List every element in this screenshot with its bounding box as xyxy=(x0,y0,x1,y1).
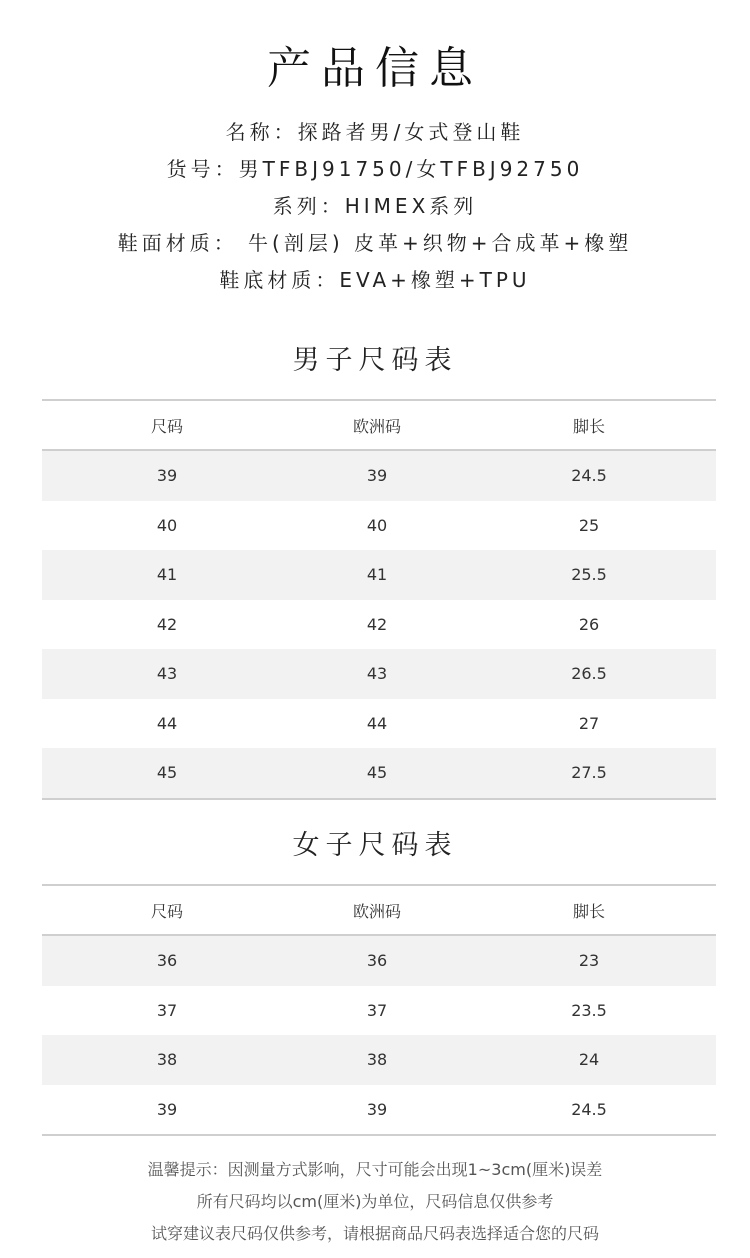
size-notes xyxy=(0,1158,750,1254)
size-cell: 42 xyxy=(156,614,178,634)
table-row xyxy=(42,600,716,650)
eu-size-cell: 39 xyxy=(292,1085,462,1136)
size-cell: 43 xyxy=(42,649,292,699)
men-size-chart-title: 男子尺码表 xyxy=(292,345,458,376)
women-size-table xyxy=(42,884,716,1136)
foot-length-cell: 27.5 xyxy=(462,748,716,799)
table-row xyxy=(42,1035,716,1085)
table-row xyxy=(42,450,716,501)
eu-size-cell: 42 xyxy=(366,614,388,634)
product-name: 名称：探路者男/女式登山鞋 xyxy=(225,120,525,144)
eu-size-cell: 40 xyxy=(366,515,388,535)
note-unit: 所有尺码均以cm(厘米)为单位，尺码信息仅供参考 xyxy=(196,1192,554,1211)
table-row xyxy=(42,748,716,799)
foot-length-cell: 23.5 xyxy=(571,1000,607,1020)
note-fitting-advice: 试穿建议表尺码仅供参考，请根据商品尺码表选择适合您的尺码 xyxy=(150,1224,599,1243)
foot-length-cell: 24.5 xyxy=(462,1085,716,1136)
size-cell: 44 xyxy=(156,713,178,733)
eu-size-cell: 37 xyxy=(366,1000,388,1020)
size-cell: 45 xyxy=(42,748,292,799)
table-row xyxy=(42,935,716,986)
size-cell: 38 xyxy=(42,1035,292,1085)
eu-size-cell: 39 xyxy=(292,450,462,501)
table-row xyxy=(42,986,716,1036)
column-header-size: 尺码 xyxy=(42,400,292,450)
table-row xyxy=(42,699,716,749)
size-cell: 36 xyxy=(42,935,292,986)
size-cell: 40 xyxy=(156,515,178,535)
size-cell: 39 xyxy=(42,450,292,501)
foot-length-cell: 24.5 xyxy=(462,450,716,501)
page-title: 产品信息 xyxy=(267,43,483,94)
column-header-eu-size: 欧洲码 xyxy=(292,885,462,935)
product-sku: 货号：男TFBJ91750/女TFBJ92750 xyxy=(166,157,584,181)
foot-length-cell: 26 xyxy=(578,614,600,634)
size-cell: 39 xyxy=(42,1085,292,1136)
table-row xyxy=(42,1085,716,1136)
table-header-row xyxy=(42,885,716,935)
product-series: 系列：HIMEX系列 xyxy=(272,194,478,218)
upper-material: 鞋面材质： 牛(剖层) 皮革+织物+合成革+橡塑 xyxy=(117,231,633,255)
foot-length-cell: 23 xyxy=(462,935,716,986)
women-size-chart-title: 女子尺码表 xyxy=(292,830,458,861)
women-table-body xyxy=(42,935,716,1135)
eu-size-cell: 36 xyxy=(292,935,462,986)
foot-length-cell: 27 xyxy=(578,713,600,733)
column-header-size: 尺码 xyxy=(42,885,292,935)
eu-size-cell: 43 xyxy=(292,649,462,699)
column-header-foot-length: 脚长 xyxy=(462,885,716,935)
column-header-foot-length: 脚长 xyxy=(462,400,716,450)
size-cell: 37 xyxy=(156,1000,178,1020)
foot-length-cell: 25 xyxy=(578,515,600,535)
size-cell: 41 xyxy=(42,550,292,600)
foot-length-cell: 26.5 xyxy=(462,649,716,699)
men-size-table xyxy=(42,399,716,800)
table-row xyxy=(42,550,716,600)
men-table-body xyxy=(42,450,716,799)
eu-size-cell: 38 xyxy=(292,1035,462,1085)
foot-length-cell: 25.5 xyxy=(462,550,716,600)
sole-material: 鞋底材质：EVA+橡塑+TPU xyxy=(219,268,531,292)
eu-size-cell: 44 xyxy=(366,713,388,733)
column-header-eu-size: 欧洲码 xyxy=(292,400,462,450)
foot-length-cell: 24 xyxy=(462,1035,716,1085)
note-measurement-tip: 温馨提示：因测量方式影响，尺寸可能会出现1~3cm(厘米)误差 xyxy=(147,1160,603,1179)
eu-size-cell: 45 xyxy=(292,748,462,799)
product-info xyxy=(0,118,750,303)
table-row xyxy=(42,649,716,699)
eu-size-cell: 41 xyxy=(292,550,462,600)
table-row xyxy=(42,501,716,551)
table-header-row xyxy=(42,400,716,450)
